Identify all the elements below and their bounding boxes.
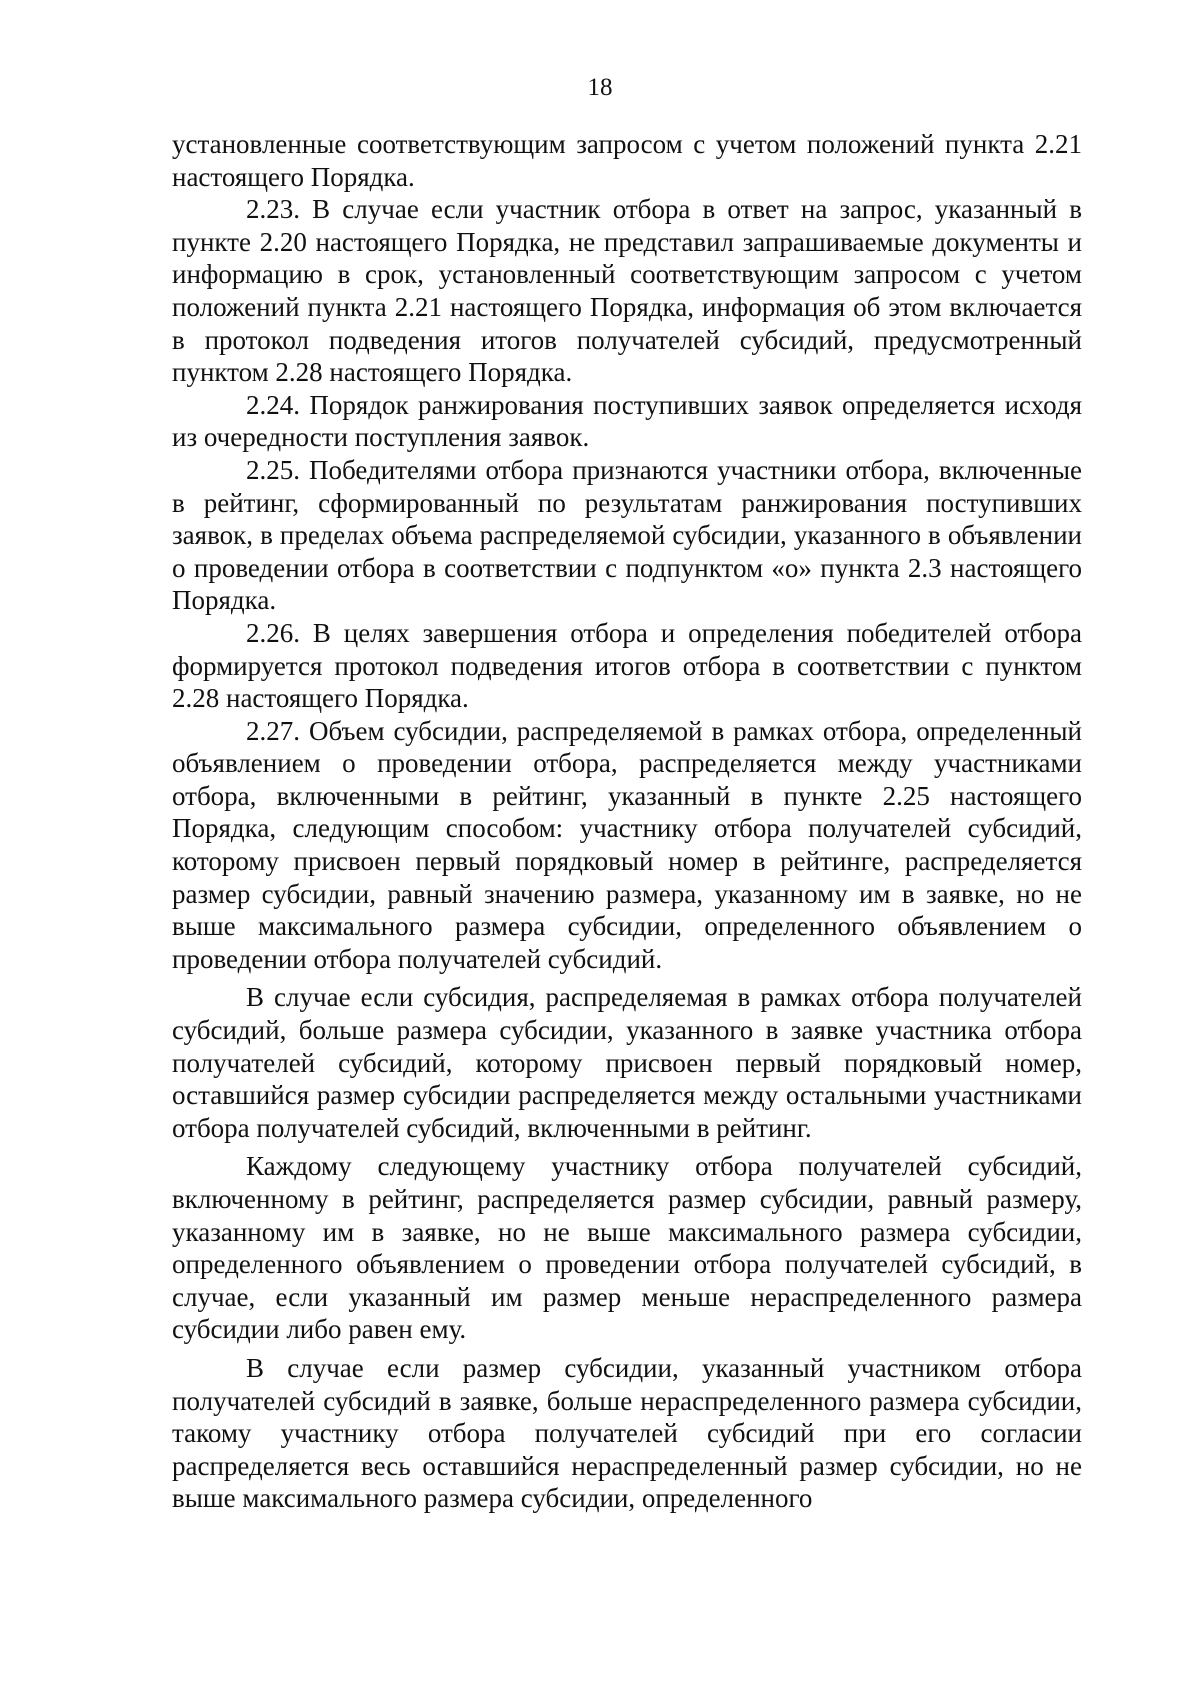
paragraph-2-25: 2.25. Победителями отбора признаются участники отбора, включенные в рейтинг, сформированный по результатам ранжирования поступивших заявок, в пределах объема распределяемой субсидии, указанного в объявлении о проведении отбора в соответствии с подпунктом «о» пункта 2.3 настоящего Порядка. [172, 454, 1082, 616]
paragraph-2-23: 2.23. В случае если участник отбора в ответ на запрос, указанный в пункте 2.20 настоящего Порядка, не представил запрашиваемые документы и информацию в срок, установленный соответствующим запросом с учетом положений пункта 2.21 настоящего Порядка, информация об этом включается в протокол подведения итогов получателей субсидий, предусмотренный пунктом 2.28 настоящего Порядка. [172, 194, 1082, 388]
paragraph-each-next-participant: Каждому следующему участнику отбора получателей субсидий, включенному в рейтинг, распределяется размер субсидии, равный размеру, указанному им в заявке, но не выше максимального размера субсидии, определенного объявлением о проведении отбора получателей субсидий, в случае, если указанный им размер меньше нераспределенного размера субсидии либо равен ему. [172, 1151, 1082, 1345]
paragraph-undistributed-amount: В случае если размер субсидии, указанный участником отбора получателей субсидий в заявке, больше нераспределенного размера субсидии, такому участнику отбора получателей субсидий при его согласии распределяется весь оставшийся нераспределенный размер субсидии, но не выше максимального размера субсидии, определенного [172, 1352, 1082, 1514]
document-body [172, 128, 1082, 1515]
page-number: 18 [587, 74, 613, 101]
paragraph-2-26: 2.26. В целях завершения отбора и определения победителей отбора формируется протокол подведения итогов отбора в соответствии с пунктом 2.28 настоящего Порядка. [172, 617, 1082, 714]
paragraph-2-27: 2.27. Объем субсидии, распределяемой в рамках отбора, определенный объявлением о проведении отбора, распределяется между участниками отбора, включенными в рейтинг, указанный в пункте 2.25 настоящего Порядка, следующим способом: участнику отбора получателей субсидий, которому присвоен первый порядковый номер в рейтинге, распределяется размер субсидии, равный значению размера, указанному им в заявке, но не выше максимального размера субсидии, определенного объявлением о проведении отбора получателей субсидий. [172, 715, 1082, 974]
paragraph-remaining-subsidy: В случае если субсидия, распределяемая в рамках отбора получателей субсидий, больше размера субсидии, указанного в заявке участника отбора получателей субсидий, которому присвоен первый порядковый номер, оставшийся размер субсидии распределяется между остальными участниками отбора получателей субсидий, включенными в рейтинг. [172, 982, 1082, 1143]
paragraph-2-24: 2.24. Порядок ранжирования поступивших заявок определяется исходя из очередности поступления заявок. [172, 389, 1082, 453]
paragraph-continuation: установленные соответствующим запросом с учетом положений пункта 2.21 настоящего Порядка. [172, 129, 1082, 192]
